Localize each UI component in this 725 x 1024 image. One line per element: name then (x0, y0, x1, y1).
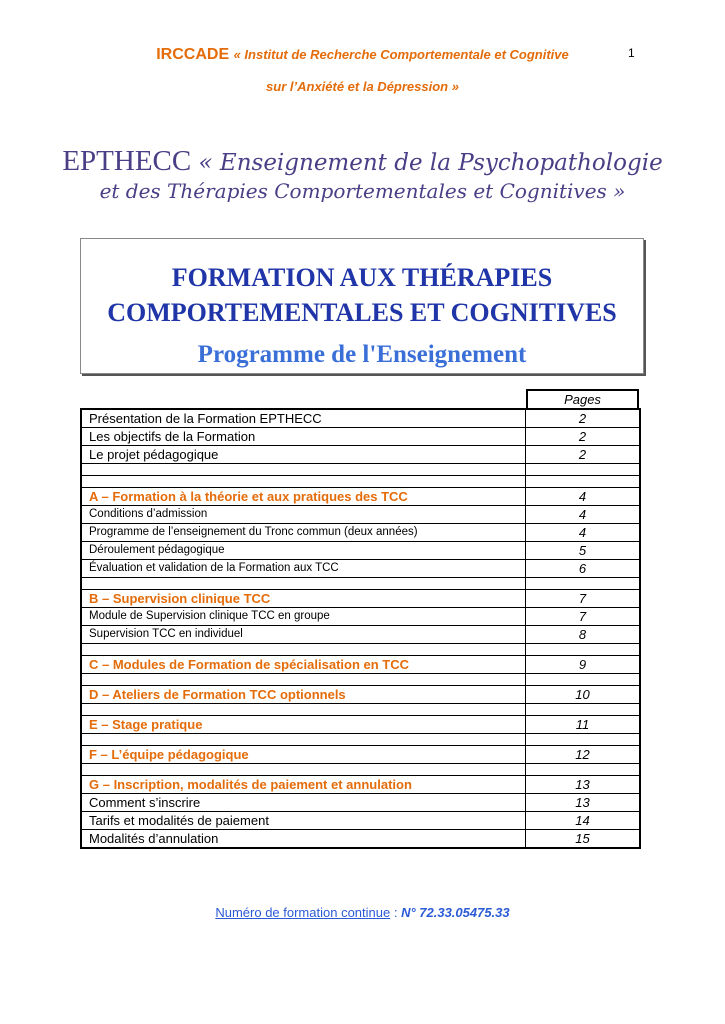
toc-entry-label (81, 734, 526, 746)
toc-entry-page (526, 476, 641, 488)
toc-spacer-row (81, 674, 640, 686)
training-number: N° 72.33.05475.33 (401, 905, 510, 920)
table-row (81, 428, 640, 446)
table-of-contents (80, 408, 641, 849)
title-subtitle: Programme de l'Enseignement (197, 341, 527, 368)
title-box (80, 238, 644, 374)
table-row (81, 542, 640, 560)
toc-entry-label: Les objectifs de la Formation (81, 428, 526, 446)
title-line2: COMPORTEMENTALES ET COGNITIVES (107, 298, 617, 327)
toc-entry-label: D – Ateliers de Formation TCC optionnels (81, 686, 526, 704)
toc-entry-label: Évaluation et validation de la Formation aux TCC (81, 560, 526, 578)
toc-entry-page: 2 (526, 428, 641, 446)
training-number-link[interactable]: Numéro de formation continue (215, 905, 391, 920)
toc-entry-label: Déroulement pédagogique (81, 542, 526, 560)
toc-spacer-row (81, 476, 640, 488)
toc-entry-label: B – Supervision clinique TCC (81, 590, 526, 608)
toc-entry-page: 11 (526, 716, 641, 734)
toc-entry-page (526, 704, 641, 716)
toc-entry-page: 5 (526, 542, 641, 560)
toc-entry-label: F – L’équipe pédagogique (81, 746, 526, 764)
toc-entry-page (526, 644, 641, 656)
toc-entry-page: 6 (526, 560, 641, 578)
program-acronym: EPTHECC (62, 145, 192, 177)
toc-entry-label: Conditions d’admission (81, 506, 526, 524)
toc-entry-page (526, 734, 641, 746)
toc-spacer-row (81, 644, 640, 656)
toc-spacer-row (81, 578, 640, 590)
table-row (81, 656, 640, 674)
toc-entry-page: 4 (526, 506, 641, 524)
toc-entry-label (81, 764, 526, 776)
toc-entry-page: 4 (526, 488, 641, 506)
toc-entry-page: 9 (526, 656, 641, 674)
toc-entry-page: 14 (526, 812, 641, 830)
institute-header (0, 46, 725, 64)
table-row (81, 776, 640, 794)
table-row (81, 812, 640, 830)
toc-entry-label (81, 464, 526, 476)
program-full-name: « Enseignement de la Psychopathologie (198, 150, 663, 176)
toc-entry-label (81, 674, 526, 686)
institute-full-name: « Institut de Recherche Comportementale et Cognitive (233, 47, 569, 62)
toc-entry-label: Comment s’inscrire (81, 794, 526, 812)
toc-entry-label: E – Stage pratique (81, 716, 526, 734)
title-line1: FORMATION AUX THÉRAPIES (171, 263, 553, 292)
toc-entry-label (81, 704, 526, 716)
toc-entry-page: 8 (526, 626, 641, 644)
toc-entry-page (526, 578, 641, 590)
toc-entry-page (526, 464, 641, 476)
toc-spacer-row (81, 704, 640, 716)
table-row (81, 506, 640, 524)
toc-entry-page: 7 (526, 590, 641, 608)
toc-entry-page (526, 674, 641, 686)
institute-full-name-line2: sur l’Anxiété et la Dépression » (266, 79, 459, 94)
pages-column-header: Pages (526, 389, 639, 408)
table-row (81, 686, 640, 704)
table-row (81, 409, 640, 428)
toc-entry-page: 15 (526, 830, 641, 849)
table-row (81, 560, 640, 578)
toc-entry-page: 13 (526, 794, 641, 812)
table-row (81, 626, 640, 644)
toc-entry-label: Présentation de la Formation EPTHECC (81, 409, 526, 428)
toc-entry-label (81, 644, 526, 656)
table-row (81, 716, 640, 734)
toc-entry-page: 10 (526, 686, 641, 704)
toc-entry-label: Le projet pédagogique (81, 446, 526, 464)
toc-entry-page: 2 (526, 446, 641, 464)
toc-entry-page (526, 764, 641, 776)
toc-entry-page: 13 (526, 776, 641, 794)
table-row (81, 488, 640, 506)
page-number: 1 (628, 46, 635, 60)
toc-entry-page: 4 (526, 524, 641, 542)
table-row (81, 524, 640, 542)
institute-acronym: IRCCADE (156, 46, 230, 63)
toc-entry-label: Modalités d’annulation (81, 830, 526, 849)
toc-entry-label: Supervision TCC en individuel (81, 626, 526, 644)
toc-spacer-row (81, 464, 640, 476)
table-row (81, 746, 640, 764)
toc-entry-label: G – Inscription, modalités de paiement et annulation (81, 776, 526, 794)
table-row (81, 446, 640, 464)
toc-spacer-row (81, 734, 640, 746)
toc-entry-page: 2 (526, 409, 641, 428)
toc-entry-label (81, 476, 526, 488)
program-name (0, 145, 725, 178)
toc-entry-page: 12 (526, 746, 641, 764)
toc-entry-label: Module de Supervision clinique TCC en groupe (81, 608, 526, 626)
table-row (81, 590, 640, 608)
program-full-name-line2: et des Thérapies Comportementales et Cognitives » (99, 179, 626, 203)
footer-separator: : (390, 905, 402, 920)
table-row (81, 830, 640, 849)
table-row (81, 608, 640, 626)
toc-entry-label: Tarifs et modalités de paiement (81, 812, 526, 830)
toc-entry-label (81, 578, 526, 590)
toc-entry-page: 7 (526, 608, 641, 626)
toc-entry-label: Programme de l’enseignement du Tronc commun (deux années) (81, 524, 526, 542)
toc-spacer-row (81, 764, 640, 776)
table-row (81, 794, 640, 812)
toc-entry-label: C – Modules de Formation de spécialisation en TCC (81, 656, 526, 674)
footer (0, 905, 725, 920)
toc-entry-label: A – Formation à la théorie et aux pratiques des TCC (81, 488, 526, 506)
